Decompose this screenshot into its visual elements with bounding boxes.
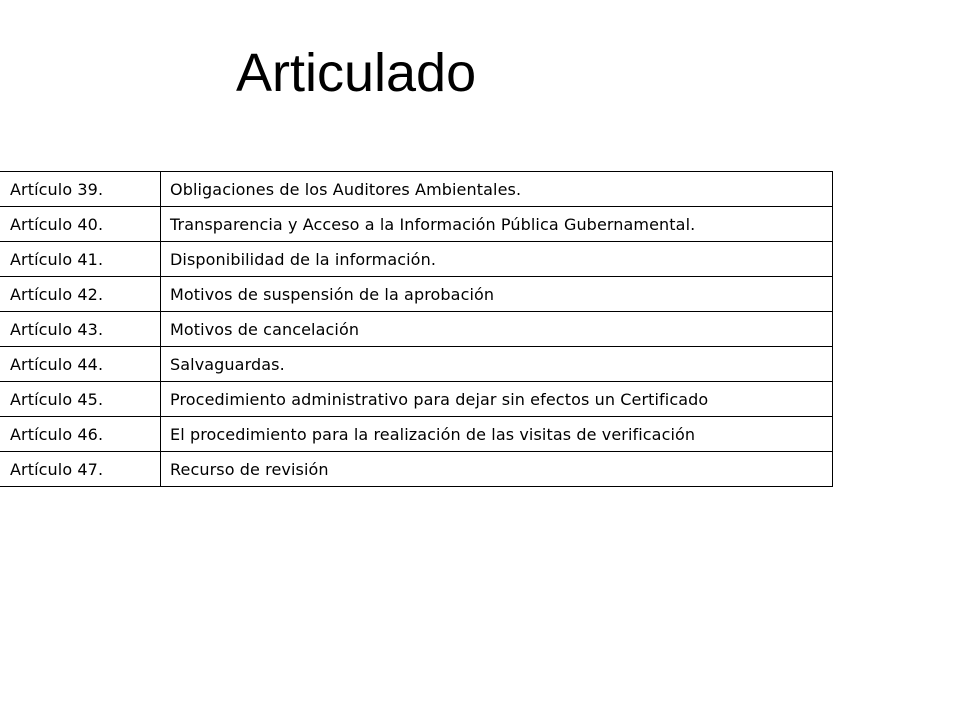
slide-title: Articulado — [236, 43, 477, 103]
article-number: Artículo 47. — [1, 452, 161, 487]
table-row — [1, 277, 833, 312]
table-row — [1, 452, 833, 487]
table-row — [1, 312, 833, 347]
article-description: Transparencia y Acceso a la Información Pública Gubernamental. — [161, 207, 833, 242]
table-row — [1, 347, 833, 382]
article-number: Artículo 43. — [1, 312, 161, 347]
article-description: El procedimiento para la realización de las visitas de verificación — [161, 417, 833, 452]
table-row — [1, 242, 833, 277]
article-number: Artículo 44. — [1, 347, 161, 382]
article-description: Motivos de cancelación — [161, 312, 833, 347]
articles-table — [0, 171, 833, 487]
article-number: Artículo 42. — [1, 277, 161, 312]
table-row — [1, 417, 833, 452]
article-number: Artículo 41. — [1, 242, 161, 277]
article-description: Salvaguardas. — [161, 347, 833, 382]
article-number: Artículo 45. — [1, 382, 161, 417]
article-description: Recurso de revisión — [161, 452, 833, 487]
table-row — [1, 207, 833, 242]
article-description: Disponibilidad de la información. — [161, 242, 833, 277]
table-row — [1, 382, 833, 417]
table-row — [1, 172, 833, 207]
article-description: Procedimiento administrativo para dejar sin efectos un Certificado — [161, 382, 833, 417]
article-number: Artículo 40. — [1, 207, 161, 242]
article-description: Obligaciones de los Auditores Ambientales. — [161, 172, 833, 207]
article-number: Artículo 39. — [1, 172, 161, 207]
article-description: Motivos de suspensión de la aprobación — [161, 277, 833, 312]
article-number: Artículo 46. — [1, 417, 161, 452]
